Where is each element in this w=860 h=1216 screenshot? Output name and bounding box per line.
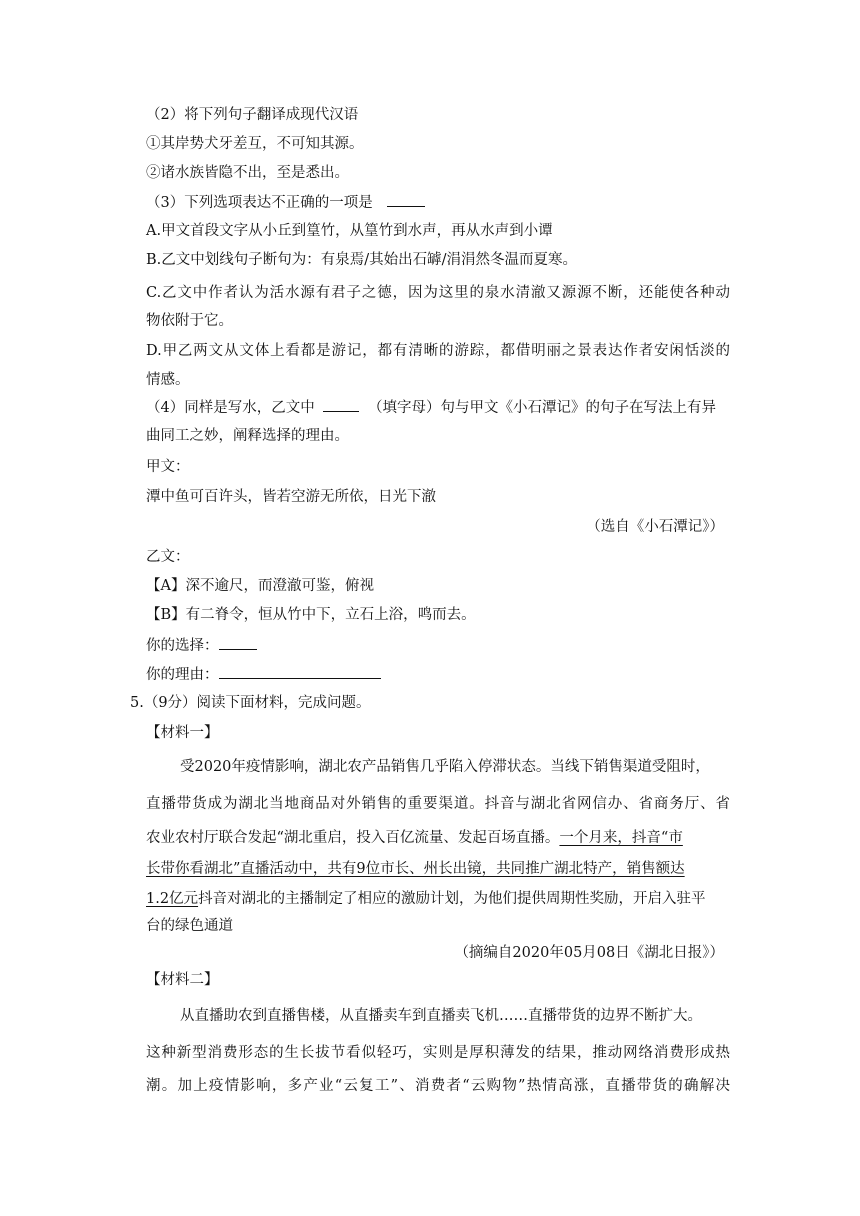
material-1-line6: 台的绿色通道 — [146, 918, 233, 934]
q3-option-b: B.乙文中划线句子断句为：有泉焉/其始出石罅/涓涓然冬温而夏寒。 — [146, 252, 578, 268]
material-1-underlined-end: 1.2亿元 — [146, 891, 199, 907]
q4-prefix: （4）同样是写水，乙文中 — [146, 400, 315, 416]
choice-blank[interactable] — [219, 635, 257, 650]
material-1-underlined-line4: 长带你看湖北”直播活动中，共有9位市长、州长出镜，共同推广湖北特产，销售额达 — [146, 861, 685, 877]
material-2-line1: 从直播助农到直播售楼，从直播卖车到直播卖飞机……直播带货的边界不断扩大。 — [180, 1008, 702, 1024]
material-1-line2: 直播带货成为湖北当地商品对外销售的重要渠道。抖音与湖北省网信办、省商务厅、省 — [146, 796, 730, 812]
q4-suffix: （填字母）句与甲文《小石潭记》的句子在写法上有异 — [367, 400, 716, 416]
reason-line — [146, 664, 381, 685]
material-1-line1: 受2020年疫情影响，湖北农产品销售几乎陷入停滞状态。当线下销售渠道受阻时， — [180, 759, 710, 775]
material-2-label: 【材料二】 — [146, 972, 219, 988]
material-1-source: （摘编自2020年05月08日《湖北日报》） — [454, 945, 724, 961]
q3-option-c-line1: C.乙文中作者认为活水源有君子之德，因为这里的泉水清澈又源源不断，还能使各种动 — [146, 285, 730, 301]
material-1-label: 【材料一】 — [146, 725, 219, 741]
choice-line — [146, 635, 257, 656]
material-1-underlined-start: 一个月来，抖音“市 — [559, 830, 683, 846]
q4-line1 — [146, 397, 716, 418]
reason-label: 你的理由： — [146, 667, 219, 683]
q3-title: （3）下列选项表达不正确的一项是 — [146, 195, 373, 211]
yi-option-a: 【A】深不逾尺，而澄澈可鉴，俯视 — [146, 578, 374, 594]
q2-sentence-2: ②诸水族皆隐不出，至是悉出。 — [146, 165, 349, 181]
q3-option-c-line2: 物依附于它。 — [146, 313, 233, 329]
material-2-line3: 潮。加上疫情影响，多产业“云复工”、消费者“云购物”热情高涨，直播带货的确解决 — [146, 1078, 730, 1094]
material-1-line5 — [146, 889, 706, 909]
choice-label: 你的选择： — [146, 638, 219, 654]
yi-option-b: 【B】有二脊令，恒从竹中下，立石上浴，鸣而去。 — [146, 607, 476, 623]
q3-answer-blank[interactable] — [387, 192, 425, 207]
q3-option-d-line2: 情感。 — [146, 372, 190, 388]
q5-title: 5.（9分）阅读下面材料，完成问题。 — [130, 695, 371, 711]
jia-text: 潭中鱼可百许头，皆若空游无所依，日光下澈 — [146, 489, 436, 505]
yi-label: 乙文： — [146, 549, 190, 565]
q4-answer-blank[interactable] — [323, 397, 359, 412]
q2-sentence-1: ①其岸势犬牙差互，不可知其源。 — [146, 136, 364, 152]
q3-option-d-line1: D.甲乙两文从文体上看都是游记，都有清晰的游踪，都借明丽之景表达作者安闲恬淡的 — [146, 343, 730, 359]
material-2-line2: 这种新型消费形态的生长拔节看似轻巧，实则是厚积薄发的结果，推动网络消费形成热 — [146, 1045, 730, 1061]
material-1-line3 — [146, 828, 683, 848]
jia-source: （选自《小石潭记》） — [586, 519, 724, 535]
material-1-line3-plain: 农业农村厅联合发起“湖北重启，投入百亿流量、发起百场直播。 — [146, 830, 560, 846]
reason-blank[interactable] — [219, 664, 381, 679]
q2-title: （2）将下列句子翻译成现代汉语 — [146, 107, 359, 123]
q3-line — [146, 192, 425, 213]
q4-line2: 曲同工之妙，阐释选择的理由。 — [146, 428, 349, 444]
q3-option-a: A.甲文首段文字从小丘到篁竹，从篁竹到水声，再从水声到小谭 — [146, 223, 553, 239]
jia-label: 甲文： — [146, 459, 190, 475]
material-1-line5-plain: 抖音对湖北的主播制定了相应的激励计划，为他们提供周期性奖励，开启入驻平 — [198, 891, 706, 907]
